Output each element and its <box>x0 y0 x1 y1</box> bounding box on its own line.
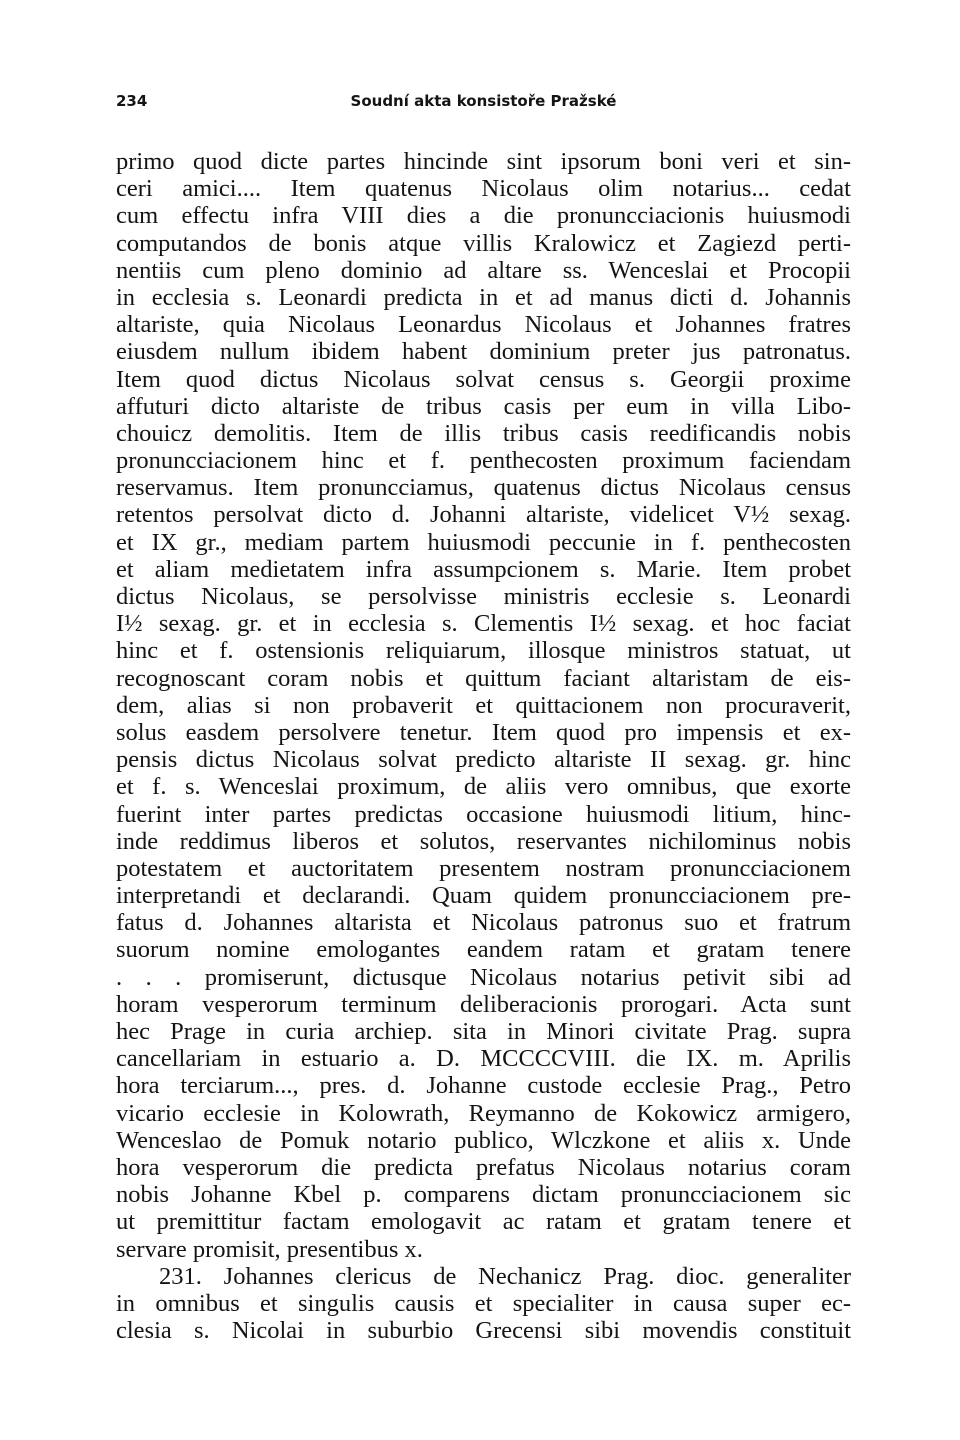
text-line: Item quod dictus Nicolaus solvat census s. Georgii proxime <box>116 365 851 393</box>
text-line: cancellariam in estuario a. D. MCCCCVIII. die IX. m. Aprilis <box>116 1045 851 1073</box>
page-number: 234 <box>116 92 148 110</box>
text-line: horam vesperorum terminum deliberacionis prorogari. Acta sunt <box>116 990 851 1018</box>
text-line: et IX gr., mediam partem huiusmodi peccunie in f. penthecosten <box>116 528 851 556</box>
text-line: interpretandi et declarandi. Quam quidem pronuncciacionem pre- <box>116 882 851 910</box>
text-line: vicario ecclesie in Kolowrath, Reymanno de Kokowicz armigero, <box>116 1099 851 1127</box>
text-line: chouicz demolitis. Item de illis tribus casis reedificandis nobis <box>116 419 851 447</box>
text-line: cum effectu infra VIII dies a die pronuncciacionis huiusmodi <box>116 202 851 230</box>
text-line: computandos de bonis atque villis Kralowicz et Zagiezd perti- <box>116 229 851 257</box>
body-text <box>116 148 851 1344</box>
text-line: recognoscant coram nobis et quittum faciant altaristam de eis- <box>116 664 851 692</box>
text-line: pronuncciacionem hinc et f. penthecosten proximum faciendam <box>116 447 851 475</box>
text-line: ut premittitur factam emologavit ac ratam et gratam tenere et <box>116 1208 851 1236</box>
text-line: hora terciarum..., pres. d. Johanne custode ecclesie Prag., Petro <box>116 1072 851 1100</box>
running-title: Soudní akta konsistoře Pražské <box>350 92 617 110</box>
text-line: in ecclesia s. Leonardi predicta in et ad manus dicti d. Johannis <box>116 283 851 311</box>
text-line: altariste, quia Nicolaus Leonardus Nicolaus et Johannes fratres <box>116 311 851 339</box>
text-line: fuerint inter partes predictas occasione huiusmodi litium, hinc- <box>116 800 851 828</box>
text-line: . . . promiserunt, dictusque Nicolaus notarius petivit sibi ad <box>116 963 851 991</box>
paragraph-start-line: 231. Johannes clericus de Nechanicz Prag. dioc. generaliter <box>159 1262 851 1290</box>
text-line: inde reddimus liberos et solutos, reservantes nichilominus nobis <box>116 827 851 855</box>
text-line: dictus Nicolaus, se persolvisse ministris ecclesie s. Leonardi <box>116 583 851 610</box>
text-line: fatus d. Johannes altarista et Nicolaus patronus suo et fratrum <box>116 909 851 937</box>
text-line: pensis dictus Nicolaus solvat predicto altariste II sexag. gr. hinc <box>116 746 851 774</box>
text-line: affuturi dicto altariste de tribus casis per eum in villa Libo- <box>116 392 851 420</box>
text-line: hinc et f. ostensionis reliquiarum, illosque ministros statuat, ut <box>116 637 851 665</box>
text-line: retentos persolvat dicto d. Johanni altariste, videlicet V½ sexag. <box>116 501 851 529</box>
text-line: et f. s. Wenceslai proximum, de aliis vero omnibus, que exorte <box>116 773 851 801</box>
page-header <box>116 92 851 114</box>
text-line: Wenceslao de Pomuk notario publico, Wlczkone et aliis x. Unde <box>116 1126 851 1154</box>
text-line: servare promisit, presentibus x. <box>116 1235 423 1263</box>
text-line: solus easdem persolvere tenetur. Item quod pro impensis et ex- <box>116 718 851 746</box>
text-line: eiusdem nullum ibidem habent dominium preter jus patronatus. <box>116 338 851 366</box>
text-line: in omnibus et singulis causis et specialiter in causa super ec- <box>116 1289 851 1317</box>
text-line: dem, alias si non probaverit et quittacionem non procuraverit, <box>116 691 851 719</box>
text-line: nobis Johanne Kbel p. comparens dictam pronuncciacionem sic <box>116 1181 851 1209</box>
text-line: ceri amici.... Item quatenus Nicolaus olim notarius... cedat <box>116 175 851 203</box>
text-line: hora vesperorum die predicta prefatus Nicolaus notarius coram <box>116 1153 851 1181</box>
text-line: I½ sexag. gr. et in ecclesia s. Clementis I½ sexag. et hoc faciat <box>116 610 851 638</box>
text-line: primo quod dicte partes hincinde sint ipsorum boni veri et sin- <box>116 148 851 175</box>
text-line: hec Prage in curia archiep. sita in Minori civitate Prag. supra <box>116 1018 851 1045</box>
text-line: potestatem et auctoritatem presentem nostram pronuncciacionem <box>116 854 851 882</box>
text-line: et aliam medietatem infra assumpcionem s. Marie. Item probet <box>116 555 851 583</box>
text-line: clesia s. Nicolai in suburbio Grecensi sibi movendis constituit <box>116 1317 851 1345</box>
text-line: reservamus. Item pronuncciamus, quatenus dictus Nicolaus census <box>116 474 851 502</box>
text-line: suorum nomine emologantes eandem ratam et gratam tenere <box>116 936 851 964</box>
text-line: nentiis cum pleno dominio ad altare ss. Wenceslai et Procopii <box>116 256 851 284</box>
